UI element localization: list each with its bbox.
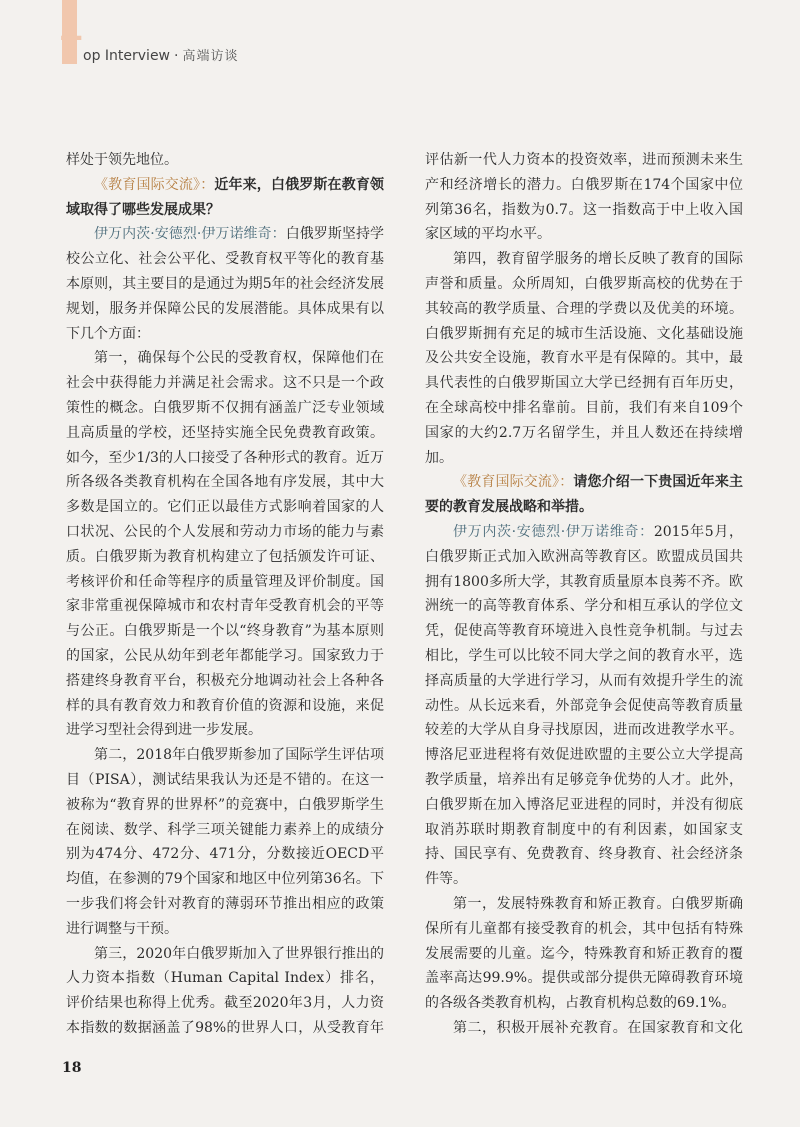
paragraph: 样处于领先地位。 [66, 152, 178, 168]
answer-text: 2015年5月，白俄罗斯正式加入欧洲高等教育区。欧盟成员国共拥有1800多所大学，其教育质量原本良莠不齐。欧洲统一的高等教育体系、学分和相互承认的学位文凭，促使高等教育环境进入良性竞争机制。与过去相比，学生可以比较不同大学之间的教育水平，选择高质量的大学进行学习，从而有效提升学生的流动性。从长远来看，外部竞争会促使高等教育质量较差的大学从自身寻找原因，进而改进教学水平。博洛尼亚进程将有效促进欧盟的主要公立大学提高教学质量，培养出有足够竞争优势的人才。此外，白俄罗斯在加入博洛尼亚进程的同时，并没有彻底取消苏联时期教育制度中的有利因素，如国家支持、国民享有、免费教育、终身教育、社会经济条件等。 [425, 523, 743, 888]
paragraph: 评估新一代人力资本的投资效率，进而预测未来生产和经济增长的潜力。白俄罗斯在174个国家中位列第36名，指数为0.7。这一指数高于中上收入国家区域的平均水平。 [425, 152, 743, 243]
answer-paragraph [425, 520, 743, 892]
question-label: 《教育国际交流》： [453, 474, 574, 491]
right-column [425, 148, 743, 1040]
answer-paragraph [66, 222, 384, 346]
header-title-cn: 高端访谈 [182, 49, 239, 64]
header-letter: T [61, 31, 82, 66]
speaker-name: 伊万内茨·安德烈·伊万诺维奇： [94, 226, 286, 243]
question-text: 请您介绍一下贵国近年来主要的教育发展战略和举措。 [425, 474, 743, 516]
answer-text: 白俄罗斯坚持学校公立化、社会公平化、受教育权平等化的教育基本原则，其主要目的是通过为期5年的社会经济发展规划，服务并保障公民的发展潜能。具体成果有以下几个方面： [66, 226, 384, 342]
question-text: 近年来，白俄罗斯在教育领域取得了哪些发展成果？ [66, 176, 384, 218]
paragraph: 第一，确保每个公民的受教育权，保障他们在社会中获得能力并满足社会需求。这不只是一个政策性的概念。白俄罗斯不仅拥有涵盖广泛专业领域且高质量的学校，还坚持实施全民免费教育政策。如今，至少1/3的人口接受了各种形式的教育。近万所各级各类教育机构在全国各地有序发展，其中大多数是国立的。它们正以最佳方式影响着国家的人口状况、公民的个人发展和劳动力市场的能力与素质。白俄罗斯为教育机构建立了包括颁发许可证、考核评价和任命等程序的质量管理及评价制度。国家非常重视保障城市和农村青年受教育机会的平等与公正。白俄罗斯是一个以“终身教育”为基本原则的国家，公民从幼年到老年都能学习。国家致力于搭建终身教育平台，积极充分地调动社会上各种各样的具有教育效力和教育价值的资源和设施，来促进学习型社会得到进一步发展。 [66, 350, 384, 739]
paragraph: 第一，发展特殊教育和矫正教育。白俄罗斯确保所有儿童都有接受教育的机会，其中包括有特殊发展需要的儿童。迄今，特殊教育和矫正教育的覆盖率高达99.9%。提供或部分提供无障碍教育环境的各级各类教育机构，占教育机构总数的69.1%。 [425, 895, 743, 1012]
paragraph: 第二，积极开展补充教育。在国家教育和文化 [453, 1019, 743, 1036]
header-title-en: op Interview [83, 48, 171, 64]
speaker-name: 伊万内茨·安德烈·伊万诺维奇： [453, 523, 654, 540]
question-paragraph [425, 470, 743, 520]
paragraph: 第四，教育留学服务的增长反映了教育的国际声誉和质量。众所周知，白俄罗斯高校的优势在于其较高的教学质量、合理的学费以及优美的环境。白俄罗斯拥有充足的城市生活设施、文化基础设施及公共安全设施，教育水平是有保障的。其中，最具代表性的白俄罗斯国立大学已经拥有百年历史，在全球高校中排名靠前。目前，我们有来自109个国家的大约2.7万名留学生，并且人数还在持续增加。 [425, 251, 743, 466]
paragraph: 第三，2020年白俄罗斯加入了世界银行推出的人力资本指数（Human Capital Index）排名，评价结果也称得上优秀。截至2020年3月，人力资本指数的数据涵盖了98%的世界人口，从受教育年 [66, 945, 384, 1036]
page-number: 18 [62, 1060, 82, 1076]
left-column [66, 148, 384, 1040]
question-label: 《教育国际交流》： [94, 176, 215, 193]
question-paragraph [66, 173, 384, 223]
section-header [83, 45, 238, 64]
header-dot: · [174, 48, 179, 64]
paragraph: 第二，2018年白俄罗斯参加了国际学生评估项目（PISA），测试结果我认为还是不错的。在这一被称为“教育界的世界杯”的竞赛中，白俄罗斯学生在阅读、数学、科学三项关键能力素养上的成绩分别为474分、472分、471分，分数接近OECD平均值，在参测的79个国家和地区中位列第36名。下一步我们将会针对教育的薄弱环节推出相应的政策进行调整与干预。 [66, 747, 384, 937]
